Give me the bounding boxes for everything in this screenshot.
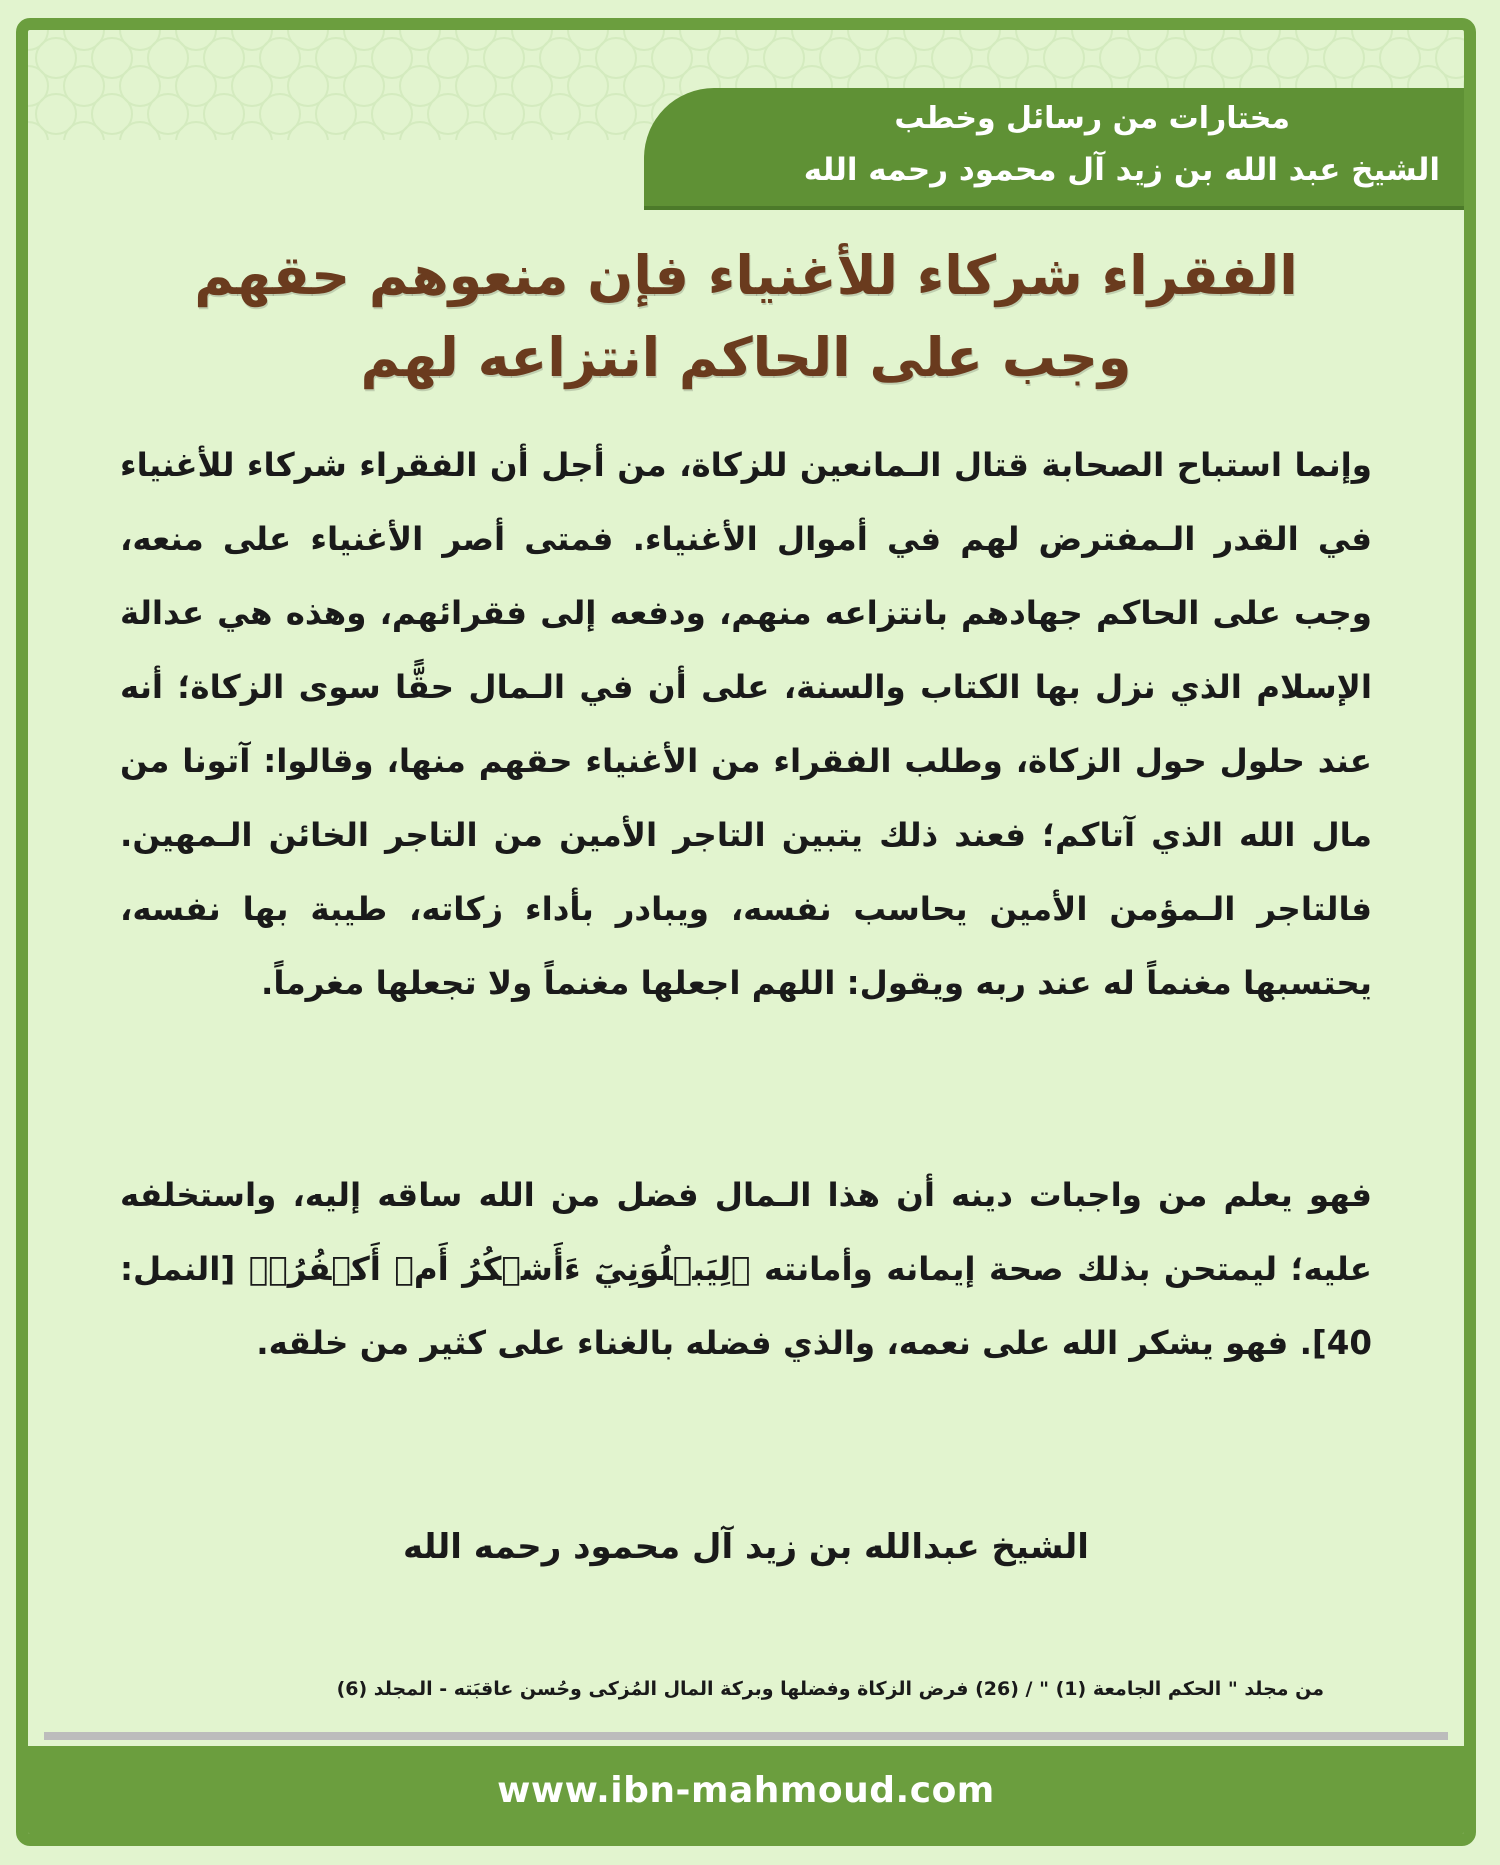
source-reference: من مجلد " الحكم الجامعة (1) " / (26) فرض الزكاة وفضلها وبركة المال المُزكى وحُسن عاقبَته - المجلد (6) [336,1678,1324,1700]
header-banner [644,88,1464,206]
divider [44,1732,1448,1740]
header-series-title: مختارات من رسائل وخطب [894,101,1290,136]
article-body [120,428,1372,1362]
footer-bar [28,1746,1464,1834]
page-title [88,235,1404,399]
author-signature: الشيخ عبدالله بن زيد آل محمود رحمه الله [403,1527,1089,1567]
card-frame [16,18,1476,1846]
paragraph-2: فهو يعلم من واجبات دينه أن هذا الـمال فضل من الله ساقه إليه، واستخلفه عليه؛ ليمتحن بذلك صحة إيمانه وأمانته ﴿لِيَبۡلُوَنِيٓ ءَأَشۡكُرُ أَمۡ أَكۡفُرُۖ﴾ [النمل: 40]. فهو يشكر الله على نعمه، والذي فضله بالغناء على كثير من خلقه. [120,1176,1372,1362]
title-line-1: الفقراء شركاء للأغنياء فإن منعوهم حقهم [194,244,1298,307]
title-line-2: وجب على الحاكم انتزاعه لهم [360,326,1132,389]
website-link[interactable]: www.ibn-mahmoud.com [497,1769,995,1811]
paragraph-1: وإنما استباح الصحابة قتال الـمانعين للزكاة، من أجل أن الفقراء شركاء للأغنياء في القدر الـمفترض لهم في أموال الأغنياء. فمتى أصر الأغنياء على منعه، وجب على الحاكم جهادهم بانتزاعه منهم، ودفعه إلى فقرائهم، وهذه هي عدالة الإسلام الذي نزل بها الكتاب والسنة، على أن في الـمال حقًّا سوى الزكاة؛ أنه عند حلول حول الزكاة، وطلب الفقراء من الأغنياء حقهم منها، وقالوا: آتونا من مال الله الذي آتاكم؛ فعند ذلك يتبين التاجر الأمين من التاجر الخائن الـمهين. فالتاجر الـمؤمن الأمين يحاسب نفسه، ويبادر بأداء زكاته، طيبة بها نفسه، يحتسبها مغنماً له عند ربه ويقول: اللهم اجعلها مغنماً ولا تجعلها مغرماً. [120,446,1372,1002]
header-author-name: الشيخ عبد الله بن زيد آل محمود رحمه الله [803,152,1440,188]
